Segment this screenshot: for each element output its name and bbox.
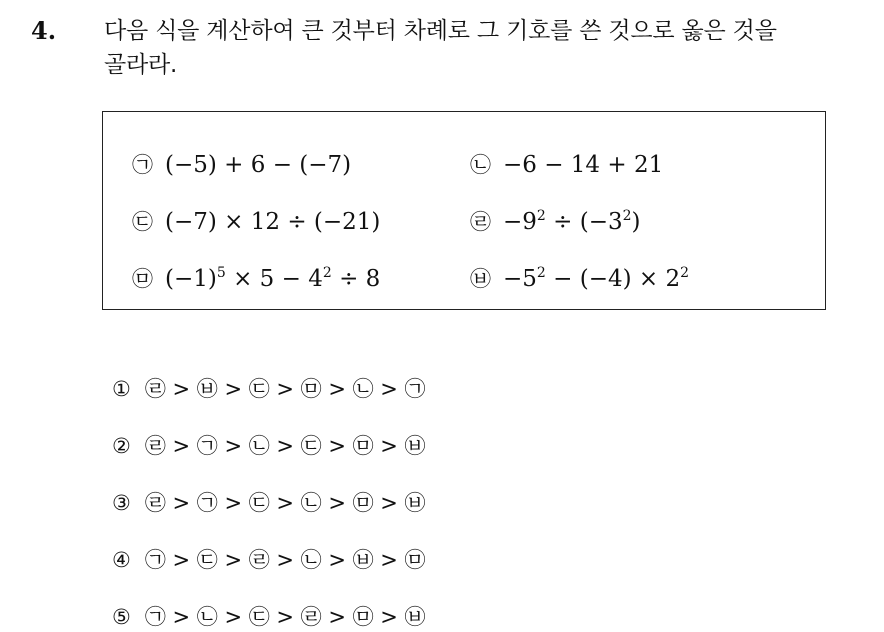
mark-a: ㉠ [132,153,153,177]
expression-e-mid: × 5 − 4 [225,266,323,292]
expression-e-exp-1: 5 [216,265,226,281]
choice-2-text: ㉣ > ㉠ > ㉡ > ㉢ > ㉤ > ㉥ [144,434,426,458]
expression-c [132,207,380,237]
mark-e: ㉤ [132,267,153,291]
choice-5-number: ⑤ [112,605,131,629]
choice-1-text: ㉣ > ㉥ > ㉢ > ㉤ > ㉡ > ㉠ [144,377,426,401]
expression-e-exp-2: 2 [322,265,332,281]
expression-d-exp-2: 2 [622,208,632,224]
choice-3-text: ㉣ > ㉠ > ㉢ > ㉡ > ㉤ > ㉥ [144,491,426,515]
expression-d-exp-1: 2 [536,208,546,224]
choice-4-number: ④ [112,548,131,572]
expression-b-text: −6 − 14 + 21 [503,152,664,178]
expression-a [132,150,351,180]
expression-f-exp-1: 2 [536,265,546,281]
mark-c: ㉢ [132,210,153,234]
question-number: 4. [31,16,57,45]
expression-f-exp-2: 2 [680,265,690,281]
expression-e-base: (−1) [165,266,217,292]
expression-f-mid: − (−4) × 2 [545,266,681,292]
choice-5[interactable] [112,602,426,632]
question-stem [104,14,874,82]
mark-f: ㉥ [470,267,491,291]
expression-d-end: ) [631,209,641,235]
question-stem-line-2: 골라라. [104,52,178,78]
choice-1-number: ① [112,377,131,401]
expression-f-base: −5 [503,266,537,292]
choice-5-text: ㉠ > ㉡ > ㉢ > ㉣ > ㉤ > ㉥ [144,605,426,629]
expression-c-text: (−7) × 12 ÷ (−21) [165,209,381,235]
expression-a-text: (−5) + 6 − (−7) [165,152,352,178]
choice-4-text: ㉠ > ㉢ > ㉣ > ㉡ > ㉥ > ㉤ [144,548,426,572]
choice-2[interactable] [112,431,426,461]
mark-d: ㉣ [470,210,491,234]
question-stem-line-1: 다음 식을 계산하여 큰 것부터 차례로 그 기호를 쓴 것으로 옳은 것을 [104,18,777,44]
expression-f [470,264,689,294]
expression-d [470,207,641,237]
mark-b: ㉡ [470,153,491,177]
choice-1[interactable] [112,374,426,404]
choice-2-number: ② [112,434,131,458]
choice-3[interactable] [112,488,426,518]
expression-e-end: ÷ 8 [331,266,381,292]
expression-b [470,150,663,180]
expression-d-base: −9 [503,209,537,235]
choice-4[interactable] [112,545,426,575]
expression-e [132,264,380,294]
choice-3-number: ③ [112,491,131,515]
expression-d-mid: ÷ (−3 [545,209,623,235]
